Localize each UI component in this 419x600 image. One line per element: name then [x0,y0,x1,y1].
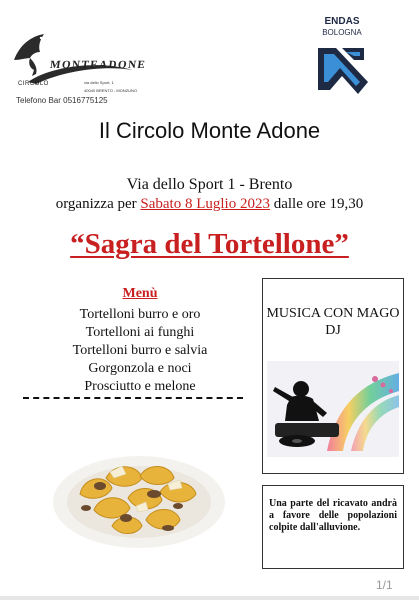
page-counter: 1/1 [376,578,393,592]
event-schedule [0,196,419,213]
menu-item: Gorgonzola e noci [88,361,192,376]
menu-item: Prosciutto e melone [84,379,196,394]
endas-logo [306,14,378,104]
donation-box [262,485,404,569]
logo-phone: Telefono Bar 0516775125 [16,96,108,105]
event-name [0,228,419,261]
menu-section [40,286,240,396]
endas-emblem-icon [312,40,372,100]
page-bottom-edge [0,596,419,600]
logo-name-word: MONTEADONE [49,59,148,71]
menu-item: Tortelloni burro e salvia [72,343,208,358]
donation-text: Una parte del ricavato andrà a favore delle popolazioni colpite dall'alluvione. [269,498,397,533]
endas-name: ENDAS [324,16,360,27]
tortelloni-photo [50,436,228,554]
circolo-logo [10,30,148,108]
music-title: MUSICA CON MAGO DJ [266,306,400,338]
logo-address-line-1: via dello Sport, 1 [84,80,114,85]
schedule-prefix: organizza per [55,196,141,212]
menu-divider [23,397,243,399]
event-date: Sabato 8 Luglio 2023 [140,196,270,212]
music-box [262,278,404,474]
menu-item: Tortelloni burro e oro [79,307,201,322]
page-title: Il Circolo Monte Adone [98,118,321,143]
dj-illustration [267,361,399,457]
endas-city: BOLOGNA [322,28,362,37]
logo-circolo-word: CIRCOLO [18,81,49,87]
event-address: Via dello Sport 1 - Brento [126,176,293,193]
logo-address-line-2: 40040 BRENTO - MONZUNO [84,88,138,93]
menu-title: Menù [122,286,158,301]
schedule-suffix: dalle ore 19,30 [269,196,364,212]
menu-item: Tortelloni ai funghi [85,325,195,340]
event-name-text: “Sagra del Tortellone” [70,228,349,260]
